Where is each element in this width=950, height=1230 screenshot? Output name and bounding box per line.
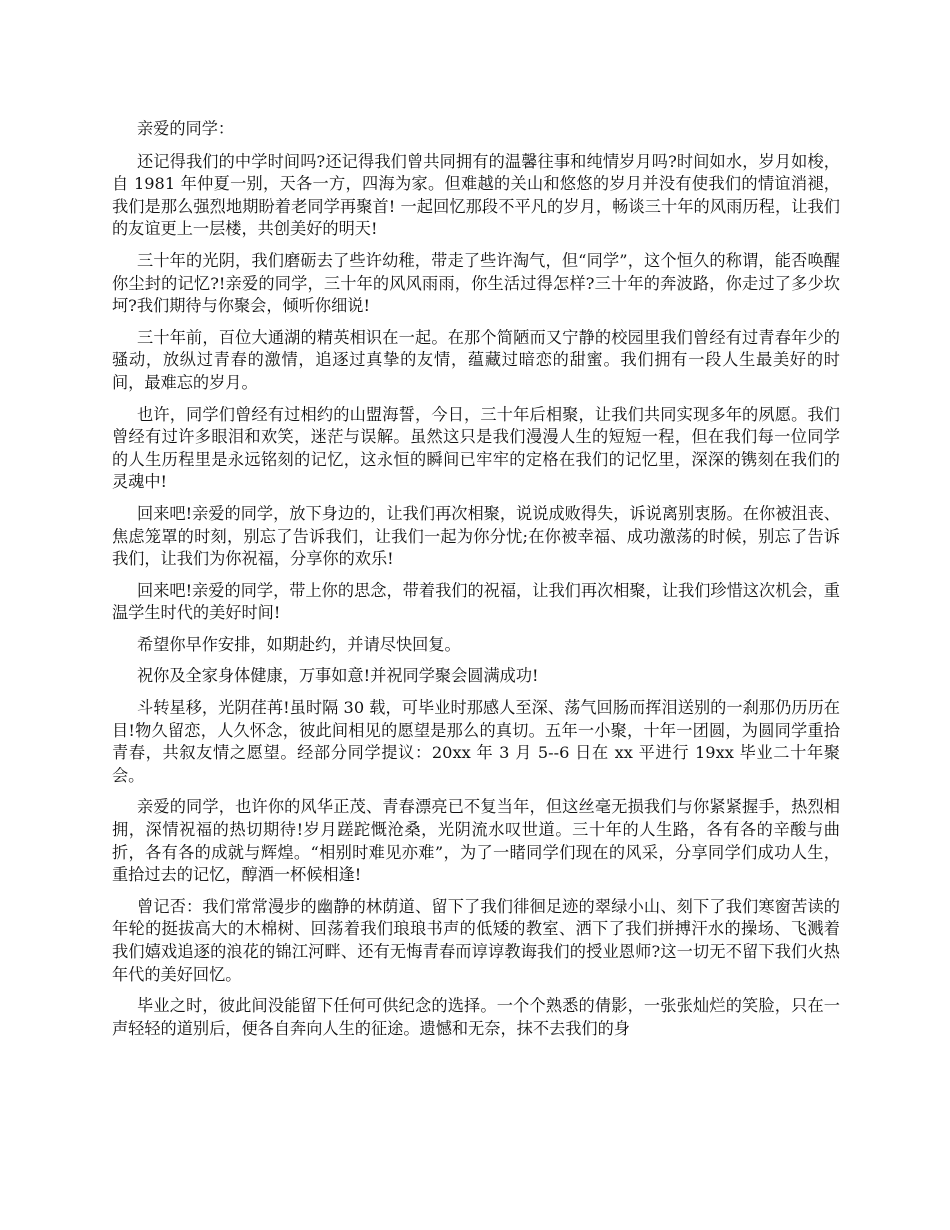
letter-body	[112, 118, 840, 1049]
paragraph-7: 希望你早作安排，如期赴约，并请尽快回复。	[137, 634, 461, 654]
paragraph-11: 曾记否：我们常常漫步的幽静的林荫道、留下了我们徘徊足迹的翠绿小山、刻下了我们寒窗苦读的年轮的挺拔高大的木棉树、回荡着我们琅琅书声的低矮的教室、洒下了我们拼搏汗水的操场、飞溅着我们嬉戏追逐的浪花的锦江河畔、还有无悔青春而谆谆教诲我们的授业恩师?这一切无不留下我们火热年代的美好回忆。	[112, 896, 840, 984]
salutation: 亲爱的同学：	[137, 119, 235, 138]
paragraph-5: 回来吧!亲爱的同学，放下身边的，让我们再次相聚，说说成败得失，诉说离别衷肠。在你被沮丧、焦虑笼罩的时刻，别忘了告诉我们，让我们一起为你分忧;在你被幸福、成功激荡的时候，别忘了告诉我们，让我们为你祝福，分享你的欢乐!	[112, 503, 840, 569]
paragraph-2: 三十年的光阴，我们磨砺去了些许幼稚，带走了些许淘气，但“同学”，这个恒久的称谓，能否唤醒你尘封的记忆?!亲爱的同学，三十年的风风雨雨，你生活过得怎样?三十年的奔波路，你走过了多少坎坷?我们期待与你聚会，倾听你细说!	[112, 250, 840, 316]
paragraph-12: 毕业之时，彼此间没能留下任何可供纪念的选择。一个个熟悉的倩影，一张张灿烂的笑脸，只在一声轻轻的道别后，便各自奔向人生的征途。遗憾和无奈，抹不去我们的身	[112, 996, 840, 1038]
paragraph-4: 也许，同学们曾经有过相约的山盟海誓，今日，三十年后相聚，让我们共同实现多年的夙愿。我们曾经有过许多眼泪和欢笑，迷茫与误解。虽然这只是我们漫漫人生的短短一程，但在我们每一位同学的人生历程里是永远铭刻的记忆，这永恒的瞬间已牢牢的定格在我们的记忆里，深深的镌刻在我们的灵魂中!	[112, 404, 840, 492]
paragraph-1: 还记得我们的中学时间吗?还记得我们曾共同拥有的温馨往事和纯情岁月吗?时间如水，岁月如梭，自 1981 年仲夏一别，天各一方，四海为家。但难越的关山和悠悠的岁月并没有使我们的情谊消褪，我们是那么强烈地期盼着老同学再聚首! 一起回忆那段不平凡的岁月，畅谈三十年的风雨历程，让我们的友谊更上一层楼，共创美好的明天!	[112, 151, 840, 239]
paragraph-8: 祝你及全家身体健康，万事如意!并祝同学聚会圆满成功!	[137, 666, 539, 686]
paragraph-6: 回来吧!亲爱的同学，带上你的思念，带着我们的祝福，让我们再次相聚，让我们珍惜这次机会，重温学生时代的美好时间!	[112, 580, 840, 623]
paragraph-10: 亲爱的同学，也许你的风华正茂、青春漂亮已不复当年，但这丝毫无损我们与你紧紧握手，热烈相拥，深情祝福的热切期待!岁月蹉跎慨沧桑，光阴流水叹世道。三十年的人生路，各有各的辛酸与曲折，各有各的成就与辉煌。“相别时难见亦难”，为了一睹同学们现在的风采，分享同学们成功人生，重拾过去的记忆，醇酒一杯候相逢!	[112, 797, 840, 885]
paragraph-9: 斗转星移，光阴荏苒!虽时隔 30 载，可毕业时那感人至深、荡气回肠而挥泪送别的一刹那仍历历在目!物久留恋，人久怀念，彼此间相见的愿望是那么的真切。五年一小聚，十年一团圆，为圆同学重拾青春，共叙友情之愿望。经部分同学提议：20xx 年 3 月 5--6 日在 xx 平进行 19xx 毕业二十年聚会。	[112, 698, 840, 785]
paragraph-3: 三十年前，百位大通湖的精英相识在一起。在那个简陋而又宁静的校园里我们曾经有过青春年少的骚动，放纵过青春的激情，追逐过真挚的友情，蕴藏过暗恋的甜蜜。我们拥有一段人生最美好的时间，最难忘的岁月。	[112, 327, 840, 392]
